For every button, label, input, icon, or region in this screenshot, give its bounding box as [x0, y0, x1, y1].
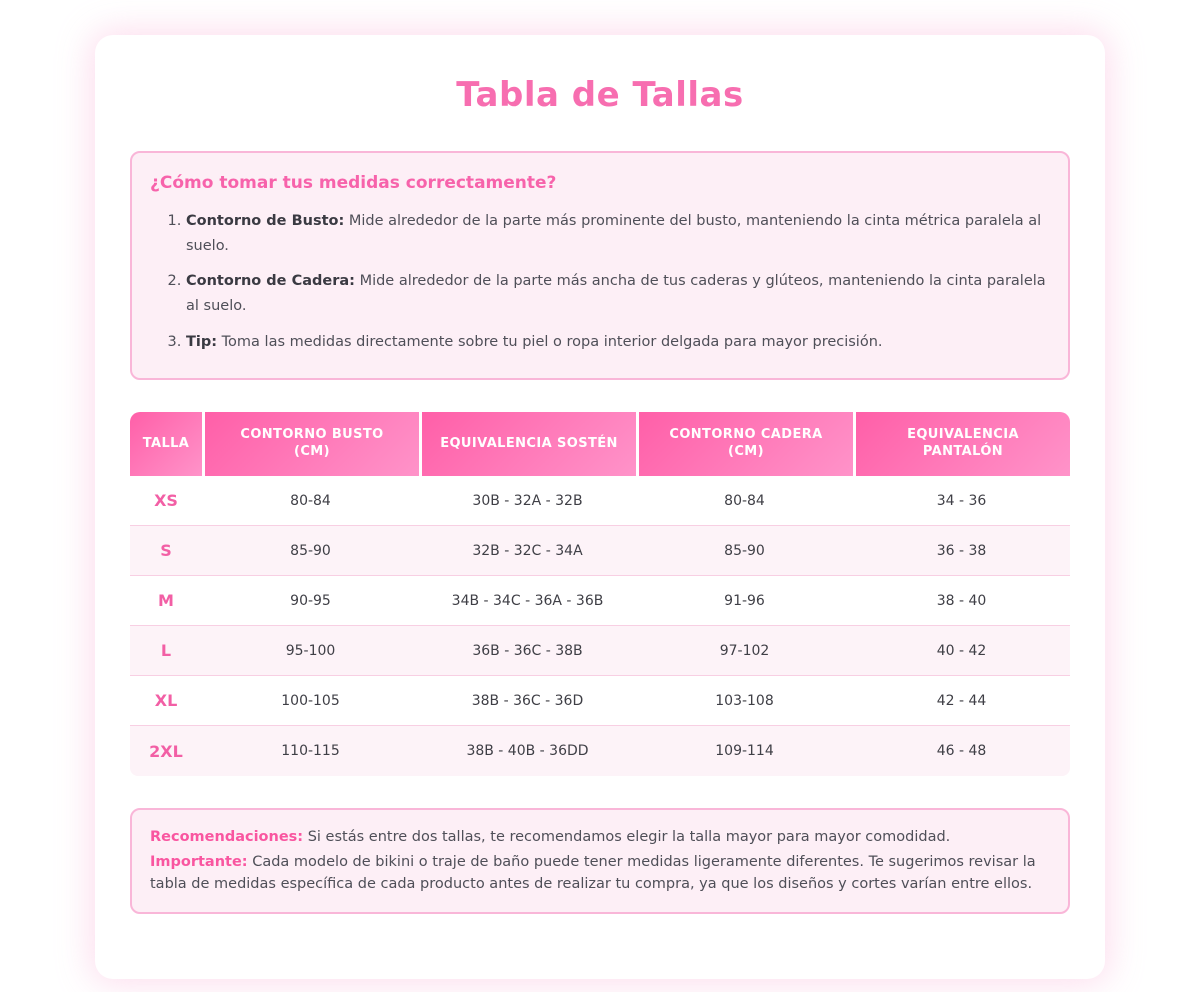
cell-sosten: 34B - 34C - 36A - 36B: [451, 592, 604, 609]
instruction-item-tip: [186, 330, 1050, 355]
cell-cadera: 109-114: [715, 743, 774, 760]
cell-talla: M: [158, 591, 174, 611]
table-row: [130, 726, 1070, 776]
table-row: [130, 576, 1070, 626]
important-line: [150, 851, 1050, 896]
instruction-text: Toma las medidas directamente sobre tu piel o ropa interior delgada para mayor precisión.: [221, 333, 883, 350]
cell-sosten: 30B - 32A - 32B: [472, 492, 583, 509]
cell-talla: 2XL: [149, 741, 183, 761]
important-text: Cada modelo de bikini o traje de baño puede tener medidas ligeramente diferentes. Te sugerimos revisar la tabla de medidas específica de cada producto antes de realizar tu compra, ya que los diseños y cortes varían entre ellos.: [150, 853, 1036, 893]
cell-sosten: 38B - 36C - 36D: [471, 692, 584, 709]
cell-cadera: 85-90: [724, 542, 765, 559]
cell-pantalon: 34 - 36: [936, 492, 987, 509]
table-row: [130, 676, 1070, 726]
cell-busto: 80-84: [290, 492, 331, 509]
cell-busto: 85-90: [290, 542, 331, 559]
cell-busto: 110-115: [281, 743, 340, 760]
instruction-label: Contorno de Busto:: [186, 213, 345, 229]
recommendation-line: [150, 826, 1050, 848]
instructions-heading: ¿Cómo tomar tus medidas correctamente?: [150, 173, 557, 193]
cell-sosten: 36B - 36C - 38B: [472, 642, 583, 659]
cell-pantalon: 42 - 44: [936, 692, 987, 709]
cell-sosten: 32B - 32C - 34A: [472, 542, 583, 559]
column-header-busto: CONTORNO BUSTO (CM): [202, 412, 419, 476]
instruction-item-cadera: [186, 269, 1050, 318]
size-table-header: [130, 412, 1070, 476]
cell-cadera: 80-84: [724, 492, 765, 509]
instruction-label: Contorno de Cadera:: [186, 273, 355, 290]
cell-cadera: 103-108: [715, 692, 774, 709]
measuring-instructions-box: [130, 151, 1070, 380]
column-header-pantalon: EQUIVALENCIA PANTALÓN: [853, 412, 1070, 476]
recommendation-text: Si estás entre dos tallas, te recomendamos elegir la talla mayor para mayor comodidad.: [307, 829, 951, 846]
cell-talla: L: [160, 641, 172, 661]
cell-pantalon: 46 - 48: [936, 743, 987, 760]
cell-pantalon: 40 - 42: [936, 642, 987, 659]
instruction-text: Mide alrededor de la parte más ancha de tus caderas y glúteos, manteniendo la cinta paralela al suelo.: [186, 273, 1046, 314]
cell-pantalon: 36 - 38: [936, 542, 987, 559]
cell-talla: XS: [154, 491, 178, 511]
table-row: [130, 476, 1070, 526]
instruction-label: Tip:: [186, 333, 218, 350]
cell-talla: S: [160, 541, 172, 561]
recommendations-box: [130, 808, 1070, 913]
table-row: [130, 626, 1070, 676]
instructions-list: [150, 209, 1050, 354]
column-header-sosten: EQUIVALENCIA SOSTÉN: [419, 412, 636, 476]
cell-busto: 95-100: [285, 642, 336, 659]
size-chart-card: [95, 35, 1105, 979]
recommendation-label: Recomendaciones:: [150, 829, 304, 846]
page-title: Tabla de Tallas: [456, 75, 744, 115]
instruction-item-busto: [186, 209, 1050, 258]
size-table: [130, 412, 1070, 776]
cell-cadera: 97-102: [719, 642, 770, 659]
cell-pantalon: 38 - 40: [936, 592, 987, 609]
cell-talla: XL: [154, 691, 178, 711]
cell-busto: 100-105: [281, 692, 340, 709]
instruction-text: Mide alrededor de la parte más prominente del busto, manteniendo la cinta métrica paralela al suelo.: [186, 213, 1042, 254]
table-row: [130, 526, 1070, 576]
column-header-talla: TALLA: [130, 412, 202, 476]
cell-cadera: 91-96: [724, 592, 765, 609]
important-label: Importante:: [150, 853, 248, 870]
cell-busto: 90-95: [290, 592, 331, 609]
column-header-cadera: CONTORNO CADERA (CM): [636, 412, 853, 476]
cell-sosten: 38B - 40B - 36DD: [466, 743, 589, 760]
